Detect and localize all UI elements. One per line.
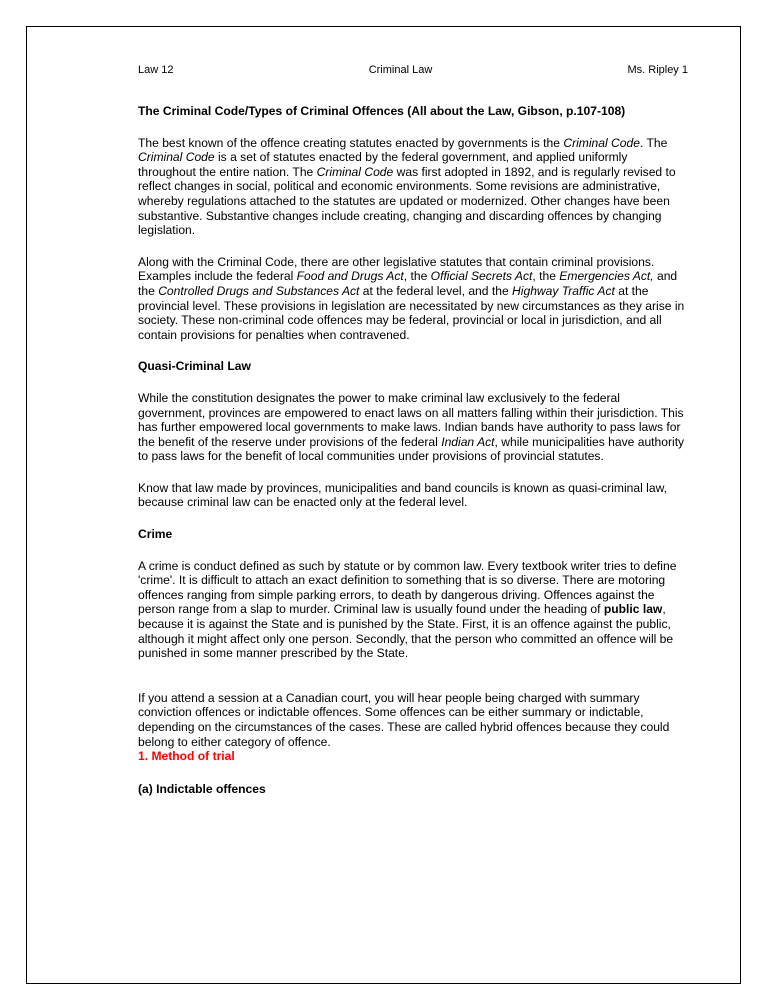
- paragraph-crime-definition: A crime is conduct defined as such by statute or by common law. Every textbook writer tries to define 'crime'. It is difficult to attach an exact definition to something that is so diverse. There are motoring offences ranging from simple parking errors, to death by dangerous driving. Offences against the person range from a slap to murder. Criminal law is usually found under the heading of public law, because it is against the State and is punished by the State. First, it is an offence against the public, although it might affect only one person. Secondly, that the person who committed an offence will be punished in some manner prescribed by the State.: [138, 558, 677, 661]
- paragraph-criminal-code: The best known of the offence creating statutes enacted by governments is the Criminal Code. The Criminal Code is a set of statutes enacted by the federal government, and applied uniformly throughout the entire nation. The Criminal Code was first adopted in 1892, and is regularly revised to reflect changes in social, political and economic environments. Some revisions are administrative, whereby regulations attached to the statutes are updated or modernized. Other changes have been substantive. Substantive changes include creating, changing and discarding offences by changing legislation.: [138, 135, 676, 238]
- page-header: [138, 63, 688, 77]
- heading-method-of-trial: 1. Method of trial: [138, 749, 235, 764]
- heading-indictable-offences: (a) Indictable offences: [138, 781, 266, 796]
- heading-crime: Crime: [138, 527, 173, 542]
- header-teacher-page: Ms. Ripley 1: [627, 64, 688, 76]
- document-body: [138, 63, 688, 796]
- paragraph-other-statutes: Along with the Criminal Code, there are other legislative statutes that contain criminal provisions. Examples include the federal Food and Drugs Act, the Official Secrets Act, the Emergencies Act, and the Controlled Drugs and Substances Act at the federal level, and the Highway Traffic Act at the provincial level. These provisions in legislation are necessitated by new circumstances as they arise in society. These non-criminal code offences may be federal, provincial or local in jurisdiction, and all contain provisions for penalties when contravened.: [138, 254, 685, 342]
- paragraph-constitution: While the constitution designates the power to make criminal law exclusively to the federal government, provinces are empowered to enact laws on all matters falling within their jurisdiction. This has further empowered local governments to make laws. Indian bands have authority to pass laws for the benefit of the reserve under provisions of the federal Indian Act, while municipalities have authority to pass laws for the benefit of local communities under provisions of provincial statutes.: [138, 390, 685, 464]
- header-course: Law 12: [138, 64, 174, 76]
- paragraph-quasi-criminal-definition: Know that law made by provinces, municipalities and band councils is known as quasi-criminal law, because criminal law can be enacted only at the federal level.: [138, 480, 668, 510]
- header-subject: Criminal Law: [368, 64, 433, 76]
- document-page: [26, 26, 741, 984]
- document-title: The Criminal Code/Types of Criminal Offences (All about the Law, Gibson, p.107-108): [138, 104, 626, 118]
- heading-quasi-criminal-law: Quasi-Criminal Law: [138, 359, 251, 374]
- paragraph-court-session: If you attend a session at a Canadian court, you will hear people being charged with summary conviction offences or indictable offences. Some offences can be either summary or indictable, depending on the circumstances of the cases. These are called hybrid offences because they could belong to either category of offence.: [138, 690, 670, 749]
